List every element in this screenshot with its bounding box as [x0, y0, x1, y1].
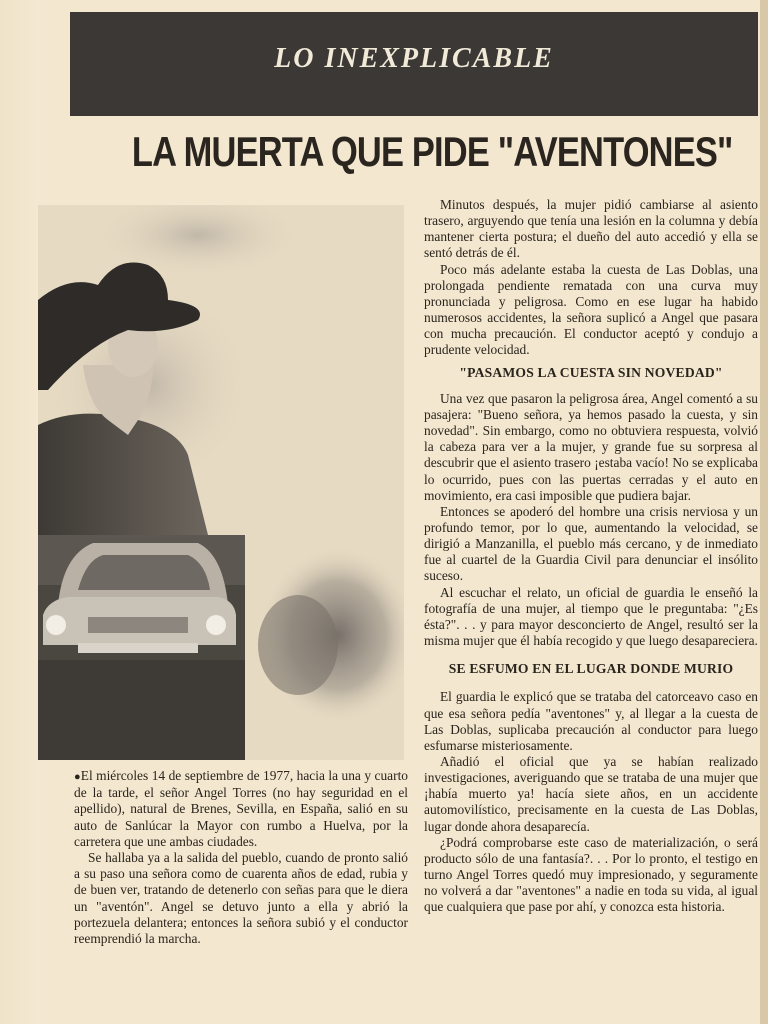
page-gutter	[0, 0, 40, 1024]
caption-paragraph: ●El miércoles 14 de septiembre de 1977, hacia la una y cuarto de la tarde, el señor Angel Torres (no hay seguridad en el apellido), natural de Brenes, Sevilla, en España, salió en su auto de Sanlúcar la Mayor con rumbo a Huelva, por la carretera que une ambas ciudades.	[74, 768, 408, 849]
article-paragraph: Al escuchar el relato, un oficial de guardia le enseñó la fotografía de una mujer, al tiempo que le preguntaba: "¿Es ésta?". . . y para mayor desconcierto de Angel, resultó ser la misma mujer que él había recogido y que luego desapareciera.	[424, 584, 758, 649]
article-paragraph: Una vez que pasaron la peligrosa área, Angel comentó a su pasajera: "Bueno señora, ya hemos pasado la cuesta, y sin novedad". Sin embargo, como no obtuviera respuesta, volvió la cabeza para ver a la mujer, y grande fue su sorpresa al descubrir que el asiento trasero ¡estaba vacío! No se explicaba lo ocurrido, pues con las puertas cerradas y el auto en movimiento, era casi imposible que pudiera bajar.	[424, 390, 758, 503]
article-paragraph: Entonces se apoderó del hombre una crisis nerviosa y un profundo temor, por lo que, aumentando la velocidad, se dirigió a Manzanilla, el pueblo más cercano, y de inmediato fue al cuartel de la Guardia Civil para denunciar el insólito suceso.	[424, 503, 758, 584]
page-edge	[760, 0, 768, 1024]
article-headline: LA MUERTA QUE PIDE "AVENTONES"	[131, 128, 733, 175]
article-paragraph: El guardia le explicó que se trataba del catorceavo caso en que esa señora pedía "aventones" y, al llegar a la cuesta de Las Doblas, suplicaba precaución al conductor para luego esfumarse misteriosamente.	[424, 689, 758, 753]
photo-caption	[74, 768, 408, 947]
article-subhead: SE ESFUMO EN EL LUGAR DONDE MURIO	[448, 661, 734, 677]
caption-paragraph: Se hallaba ya a la salida del pueblo, cuando de pronto salió a su paso una señora como de cuarenta años de edad, rubia y de buen ver, tratando de detenerlo con señas para que le diera un "aventón". Angel se detuvo junto a ella y abrió la portezuela delantera; entonces la señora subió y el conductor reemprendió la marcha.	[74, 850, 408, 947]
bullet-icon: ●	[74, 771, 81, 783]
article-body	[424, 197, 758, 916]
article-subhead: "PASAMOS LA CUESTA SIN NOVEDAD"	[459, 364, 723, 380]
article-paragraph: ¿Podrá comprobarse este caso de materialización, o será producto sólo de una fantasía?. . . Por lo pronto, el testigo en turno Angel Torres quedó muy impresionado, y seguramente no volverá a dar "aventones" a nadie en toda su vida, al igual que cualquiera que pase por ahí, y conozca esta historia.	[424, 834, 758, 915]
article-paragraph: Añadió el oficial que ya se habían realizado investigaciones, averiguando que se trataba de una mujer que ¡había muerto ya! hacía siete años, en un accidente automovilístico, precisamente en la cuesta de Las Doblas, lugar donde ahora desaparecía.	[424, 754, 758, 834]
article-photo	[38, 205, 404, 760]
article-paragraph: Minutos después, la mujer pidió cambiarse al asiento trasero, arguyendo que tenía una lesión en la columna y debía mantener cierta postura; el dueño del auto accedió y ella se sentó detrás de él.	[424, 197, 758, 261]
section-banner-title: LO INEXPLICABLE	[274, 43, 554, 74]
woman-and-car-photo	[38, 205, 404, 760]
section-banner	[70, 12, 758, 116]
article-paragraph: Poco más adelante estaba la cuesta de Las Doblas, una prolongada pendiente rematada con una curva muy pronunciada y peligrosa. Como en ese lugar ha habido numerosos accidentes, la señora suplicó a Angel que pasara con mucha precaución. El conductor aceptó y condujo a prudente velocidad.	[424, 261, 758, 358]
